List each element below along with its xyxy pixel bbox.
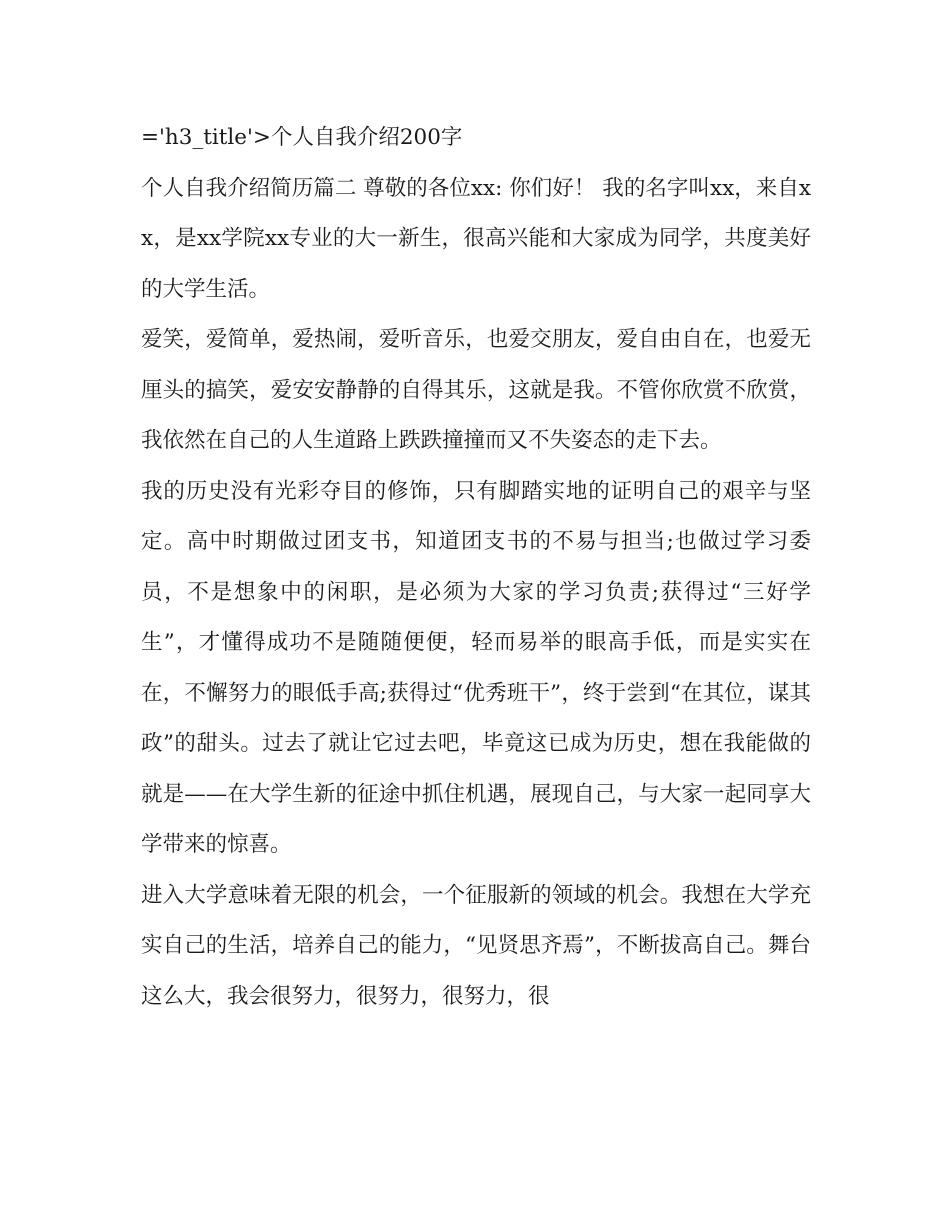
document-body (141, 113, 811, 1022)
document-title: ='h3_title'>个人自我介绍200字 (141, 125, 463, 150)
paragraph-4: 进入大学意味着无限的机会，一个征服新的领域的机会。我想在大学充实自己的生活，培养自己的能力，“见贤思齐焉”，不断拔高自己。舞台这么大，我会很努力，很努力，很努力，很 (141, 882, 811, 1009)
paragraph-2: 爱笑，爱简单，爱热闹，爱听音乐，也爱交朋友，爱自由自在，也爱无厘头的搞笑，爱安安静静的自得其乐，这就是我。不管你欣赏不欣赏，我依然在自己的人生道路上跌跌撞撞而又不失姿态的走下去。 (141, 327, 811, 453)
paragraph-3: 我的历史没有光彩夺目的修饰，只有脚踏实地的证明自己的艰辛与坚定。高中时期做过团支书，知道团支书的不易与担当;也做过学习委员，不是想象中的闲职，是必须为大家的学习负责;获得过“三好学生”，才懂得成功不是随随便便，轻而易举的眼高手低，而是实实在在，不懈努力的眼低手高;获得过“优秀班干”，终于尝到“在其位，谋其政”的甜头。过去了就让它过去吧，毕竟这已成为历史，想在我能做的就是——在大学生新的征途中抓住机遇，展现自己，与大家一起同享大学带来的惊喜。 (141, 478, 811, 857)
paragraph-1: 个人自我介绍简历篇二 尊敬的各位xx: 你们好！ 我的名字叫xx，来自xx，是xx学院xx专业的大一新生，很高兴能和大家成为同学，共度美好的大学生活。 (141, 175, 811, 302)
